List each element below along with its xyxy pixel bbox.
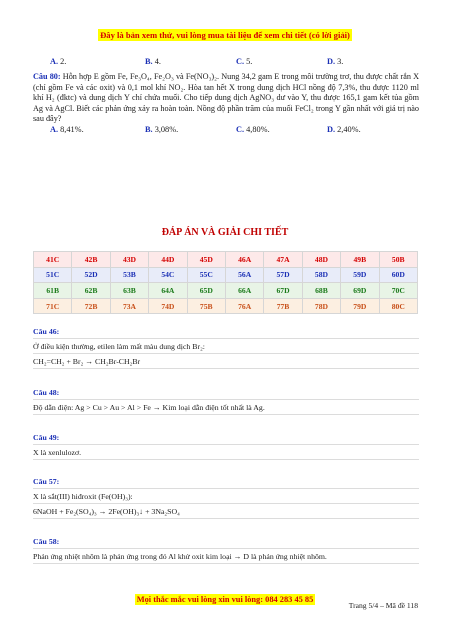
answer-cell: 71C <box>34 298 72 314</box>
divider <box>33 503 419 504</box>
explanation-46-line: Ở điều kiện thường, etilen làm mất màu dung dịch Br₂: <box>33 342 205 351</box>
answer-cell: 56A <box>225 267 263 283</box>
answer-cell: 45D <box>187 252 225 268</box>
q80-option-c: C. 4,80%. <box>236 125 270 134</box>
answer-row <box>34 283 418 299</box>
answer-cell: 67D <box>264 283 302 299</box>
answer-cell: 52D <box>72 267 110 283</box>
answer-cell: 60D <box>379 267 417 283</box>
divider <box>33 368 419 369</box>
answer-cell: 74D <box>149 298 187 314</box>
answer-cell: 73A <box>110 298 148 314</box>
answer-cell: 51C <box>34 267 72 283</box>
q80-option-a: A. 8,41%. <box>50 125 84 134</box>
q80-option-b: B. 3,08%. <box>145 125 179 134</box>
divider <box>33 444 419 445</box>
page-number: Trang 5/4 – Mã đề 118 <box>348 601 418 610</box>
option-b: B. 4. <box>145 57 161 66</box>
explanation-46-equation: CH₂=CH₂ + Br₂ → CH₂Br-CH₂Br <box>33 357 141 366</box>
explanation-48-line: Độ dẫn điện: Ag > Cu > Au > Al > Fe → Kim loại dẫn điện tốt nhất là Ag. <box>33 403 265 412</box>
answer-cell: 48D <box>302 252 340 268</box>
option-a: A. 2. <box>50 57 67 66</box>
explanation-57-label: Câu 57: <box>33 477 60 486</box>
divider <box>33 399 419 400</box>
explanation-49-label: Câu 49: <box>33 433 60 442</box>
answer-cell: 69D <box>341 283 379 299</box>
answer-cell: 75B <box>187 298 225 314</box>
option-c: C. 5. <box>236 57 253 66</box>
divider <box>33 459 419 460</box>
answer-row <box>34 267 418 283</box>
answer-cell: 78D <box>302 298 340 314</box>
answer-cell: 79D <box>341 298 379 314</box>
answer-cell: 65D <box>187 283 225 299</box>
answer-cell: 42B <box>72 252 110 268</box>
answer-cell: 46A <box>225 252 263 268</box>
answer-cell: 53B <box>110 267 148 283</box>
answer-cell: 49B <box>341 252 379 268</box>
option-d: D. 3. <box>327 57 344 66</box>
explanation-49-line: X là xenlulozơ. <box>33 448 82 457</box>
answer-cell: 54C <box>149 267 187 283</box>
answer-row <box>34 298 418 314</box>
divider <box>33 563 419 564</box>
divider <box>33 414 419 415</box>
answer-cell: 80C <box>379 298 417 314</box>
divider <box>33 338 419 339</box>
answer-cell: 72B <box>72 298 110 314</box>
answer-cell: 70C <box>379 283 417 299</box>
answer-cell: 57D <box>264 267 302 283</box>
explanation-57-line: X là sắt(III) hiđroxit (Fe(OH)₃): <box>33 492 133 501</box>
answer-row <box>34 252 418 268</box>
answer-cell: 63B <box>110 283 148 299</box>
q80-option-d: D. 2,40%. <box>327 125 361 134</box>
answer-cell: 62B <box>72 283 110 299</box>
divider <box>33 353 419 354</box>
answer-cell: 41C <box>34 252 72 268</box>
question-80-label: Câu 80: <box>33 72 61 81</box>
answer-cell: 47A <box>264 252 302 268</box>
explanation-57-equation: 6NaOH + Fe₂(SO₄)₃ → 2Fe(OH)₃↓ + 3Na₂SO₄ <box>33 507 180 516</box>
answer-cell: 43D <box>110 252 148 268</box>
answer-cell: 61B <box>34 283 72 299</box>
answer-cell: 76A <box>225 298 263 314</box>
divider <box>33 518 419 519</box>
preview-banner-text: Đây là bản xem thử, vui lòng mua tài liệu để xem chi tiết (có lời giải) <box>100 30 350 40</box>
divider <box>33 548 419 549</box>
question-80 <box>33 72 419 125</box>
answer-cell: 50B <box>379 252 417 268</box>
question-80-text: Hỗn hợp E gồm Fe, Fe₃O₄, Fe₂O₃ và Fe(NO₃)₂. Nung 34,2 gam E trong môi trường trơ, thu được chất rắn X (chỉ gồm Fe và các oxit) và 0,1 mol khí NO₂. Hòa tan hết X trong dung dịch HCl nồng độ 7,3%, thu được 1120 ml khí H₂ (đktc) và dung dịch Y chỉ chứa muối. Cho tiếp dung dịch AgNO₃ dư vào Y, thu được 165,1 gam kết tủa gồm Ag và AgCl. Biết các phản ứng xảy ra hoàn toàn. Nồng độ phần trăm của muối FeCl₂ trong Y gần nhất với giá trị nào sau đây? <box>33 72 419 124</box>
contact-footer-text: Mọi thắc mắc vui lòng xin vui lòng: 084 283 45 85 <box>136 595 314 604</box>
answer-cell: 66A <box>225 283 263 299</box>
divider <box>33 488 419 489</box>
answer-cell: 59D <box>341 267 379 283</box>
answer-cell: 55C <box>187 267 225 283</box>
preview-banner <box>0 25 450 43</box>
answers-section-title: ĐÁP ÁN VÀ GIẢI CHI TIẾT <box>161 227 289 238</box>
answer-cell: 68B <box>302 283 340 299</box>
answer-cell: 58D <box>302 267 340 283</box>
explanation-58-label: Câu 58: <box>33 537 60 546</box>
answer-cell: 77B <box>264 298 302 314</box>
explanation-46-label: Câu 46: <box>33 327 60 336</box>
explanation-48-label: Câu 48: <box>33 388 60 397</box>
answer-cell: 44D <box>149 252 187 268</box>
explanation-58-line: Phản ứng nhiệt nhôm là phản ứng trong đó Al khử oxit kim loại → D là phản ứng nhiệt nhôm. <box>33 552 327 561</box>
answer-cell: 64A <box>149 283 187 299</box>
answer-table <box>33 251 418 314</box>
